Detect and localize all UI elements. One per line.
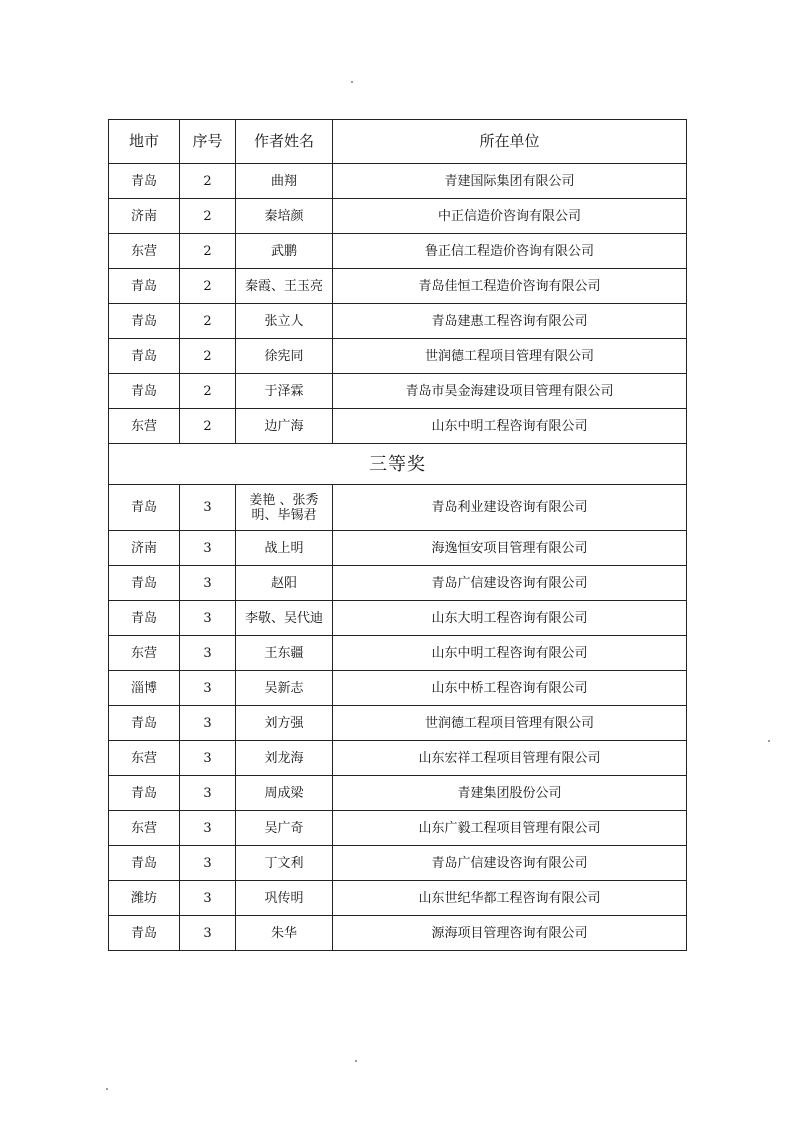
cell-city: 淄博	[109, 671, 180, 706]
cell-author: 朱华	[236, 916, 333, 951]
table-row	[109, 199, 687, 234]
cell-author: 于泽霖	[236, 374, 333, 409]
cell-num: 2	[180, 269, 236, 304]
table-row	[109, 671, 687, 706]
table-row	[109, 304, 687, 339]
scan-speck	[355, 1060, 357, 1062]
table-row	[109, 339, 687, 374]
cell-unit: 山东中明工程咨询有限公司	[333, 409, 687, 444]
table-row	[109, 636, 687, 671]
cell-num: 3	[180, 741, 236, 776]
cell-city: 青岛	[109, 339, 180, 374]
table-row	[109, 164, 687, 199]
cell-author: 曲翔	[236, 164, 333, 199]
cell-num: 2	[180, 409, 236, 444]
cell-city: 青岛	[109, 706, 180, 741]
cell-author: 刘龙海	[236, 741, 333, 776]
cell-unit: 青建集团股份公司	[333, 776, 687, 811]
cell-num: 3	[180, 531, 236, 566]
cell-city: 青岛	[109, 566, 180, 601]
cell-city: 青岛	[109, 846, 180, 881]
cell-num: 2	[180, 234, 236, 269]
cell-city: 青岛	[109, 374, 180, 409]
cell-author: 秦霞、王玉亮	[236, 269, 333, 304]
cell-author: 秦培颜	[236, 199, 333, 234]
cell-author: 吴新志	[236, 671, 333, 706]
table-row	[109, 485, 687, 531]
table-row	[109, 776, 687, 811]
cell-num: 3	[180, 916, 236, 951]
table-row	[109, 531, 687, 566]
table-row	[109, 374, 687, 409]
cell-unit: 世润德工程项目管理有限公司	[333, 339, 687, 374]
table-row	[109, 846, 687, 881]
cell-unit: 山东中明工程咨询有限公司	[333, 636, 687, 671]
cell-unit: 青岛广信建设咨询有限公司	[333, 566, 687, 601]
cell-city: 青岛	[109, 304, 180, 339]
cell-author: 战上明	[236, 531, 333, 566]
cell-author: 武鹏	[236, 234, 333, 269]
cell-unit: 山东世纪华都工程咨询有限公司	[333, 881, 687, 916]
third-prize-rows	[109, 485, 687, 951]
cell-author: 徐宪同	[236, 339, 333, 374]
cell-unit: 青岛广信建设咨询有限公司	[333, 846, 687, 881]
scan-speck	[106, 1088, 108, 1090]
cell-num: 2	[180, 304, 236, 339]
section-row	[109, 444, 687, 485]
cell-city: 东营	[109, 409, 180, 444]
table-row	[109, 234, 687, 269]
cell-unit: 鲁正信工程造价咨询有限公司	[333, 234, 687, 269]
cell-author: 王东疆	[236, 636, 333, 671]
cell-unit: 青建国际集团有限公司	[333, 164, 687, 199]
cell-author: 姜艳 、张秀明、毕锡君	[236, 485, 333, 531]
cell-city: 潍坊	[109, 881, 180, 916]
cell-city: 青岛	[109, 776, 180, 811]
cell-city: 济南	[109, 531, 180, 566]
cell-num: 2	[180, 339, 236, 374]
cell-num: 2	[180, 199, 236, 234]
scan-speck	[768, 740, 770, 742]
table-row	[109, 741, 687, 776]
cell-num: 2	[180, 164, 236, 199]
cell-unit: 山东宏祥工程项目管理有限公司	[333, 741, 687, 776]
cell-unit: 青岛建惠工程咨询有限公司	[333, 304, 687, 339]
cell-city: 东营	[109, 636, 180, 671]
cell-author: 吴广奇	[236, 811, 333, 846]
table-row	[109, 916, 687, 951]
cell-unit: 青岛市昊金海建设项目管理有限公司	[333, 374, 687, 409]
table-row	[109, 269, 687, 304]
cell-city: 青岛	[109, 601, 180, 636]
cell-num: 3	[180, 485, 236, 531]
cell-city: 东营	[109, 811, 180, 846]
cell-city: 青岛	[109, 916, 180, 951]
cell-unit: 青岛佳恒工程造价咨询有限公司	[333, 269, 687, 304]
cell-author: 张立人	[236, 304, 333, 339]
cell-author: 巩传明	[236, 881, 333, 916]
table-row	[109, 409, 687, 444]
cell-num: 3	[180, 601, 236, 636]
cell-num: 2	[180, 374, 236, 409]
cell-author: 李敬、吴代迪	[236, 601, 333, 636]
header-city: 地市	[109, 120, 180, 164]
cell-num: 3	[180, 671, 236, 706]
cell-num: 3	[180, 846, 236, 881]
header-unit: 所在单位	[333, 120, 687, 164]
section-divider	[109, 444, 687, 485]
table-row	[109, 706, 687, 741]
cell-num: 3	[180, 706, 236, 741]
cell-author: 丁文利	[236, 846, 333, 881]
cell-author: 赵阳	[236, 566, 333, 601]
cell-num: 3	[180, 776, 236, 811]
cell-num: 3	[180, 811, 236, 846]
cell-author: 刘方强	[236, 706, 333, 741]
scan-speck	[351, 81, 353, 83]
cell-num: 3	[180, 566, 236, 601]
section-title: 三等奖	[109, 444, 687, 485]
cell-unit: 山东中桥工程咨询有限公司	[333, 671, 687, 706]
table-row	[109, 566, 687, 601]
cell-unit: 中正信造价咨询有限公司	[333, 199, 687, 234]
cell-city: 东营	[109, 234, 180, 269]
cell-unit: 海逸恒安项目管理有限公司	[333, 531, 687, 566]
second-prize-rows	[109, 164, 687, 444]
header-row	[109, 120, 687, 164]
cell-city: 青岛	[109, 164, 180, 199]
cell-city: 济南	[109, 199, 180, 234]
cell-unit: 青岛利业建设咨询有限公司	[333, 485, 687, 531]
cell-unit: 源海项目管理咨询有限公司	[333, 916, 687, 951]
table-row	[109, 601, 687, 636]
cell-city: 青岛	[109, 269, 180, 304]
cell-unit: 世润德工程项目管理有限公司	[333, 706, 687, 741]
cell-num: 3	[180, 881, 236, 916]
table-row	[109, 811, 687, 846]
cell-author: 边广海	[236, 409, 333, 444]
header-author: 作者姓名	[236, 120, 333, 164]
cell-unit: 山东广毅工程项目管理有限公司	[333, 811, 687, 846]
award-table	[108, 119, 687, 951]
cell-num: 3	[180, 636, 236, 671]
cell-unit: 山东大明工程咨询有限公司	[333, 601, 687, 636]
cell-city: 青岛	[109, 485, 180, 531]
cell-author: 周成梁	[236, 776, 333, 811]
cell-city: 东营	[109, 741, 180, 776]
header-number: 序号	[180, 120, 236, 164]
table-row	[109, 881, 687, 916]
